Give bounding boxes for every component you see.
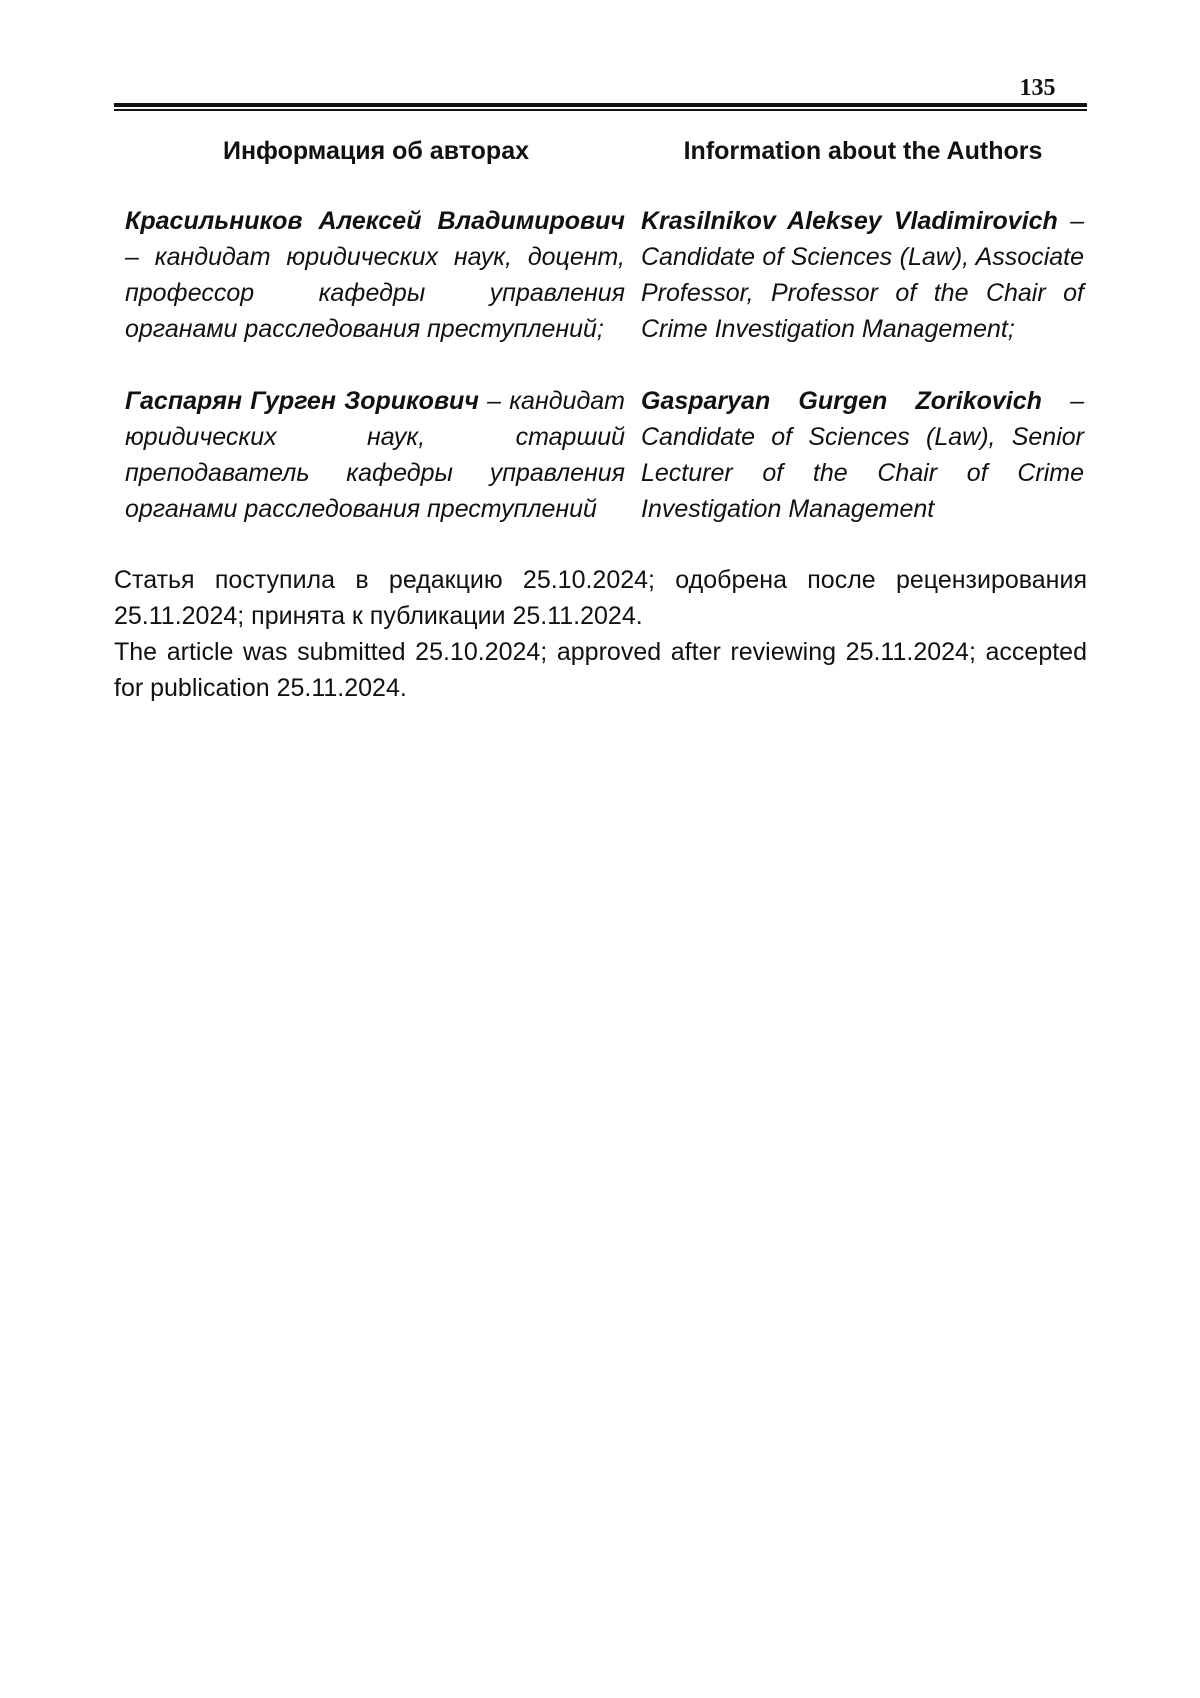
submission-note-en: The article was submitted 25.10.2024; approved after reviewing 25.11.2024; accepted for publication 25.11.2024. bbox=[114, 638, 1087, 702]
author-1-ru-dash: – bbox=[125, 243, 139, 271]
page-number: 135 bbox=[1019, 75, 1056, 101]
author-2-en-dash: – bbox=[1041, 387, 1084, 415]
author-2-en-description: Candidate of Sciences (Law), Senior Lecturer of the Chair of Crime Investigation Management bbox=[641, 423, 1084, 523]
author-1-en-dash: – bbox=[1057, 207, 1084, 235]
authors-heading-en: Information about the Authors bbox=[683, 137, 1043, 165]
author-2-en bbox=[641, 383, 1084, 527]
author-1-ru-name: Красильников Алексей Владимирович bbox=[125, 207, 625, 235]
author-2-ru-description: кандидат юридических наук, старший преподаватель кафедры управления органами расследования преступлений bbox=[125, 387, 625, 523]
header-rule-thick bbox=[114, 103, 1087, 107]
author-2-en-name: Gasparyan Gurgen Zorikovich bbox=[641, 387, 1042, 415]
submission-note-ru: Статья поступила в редакцию 25.10.2024; одобрена после рецензирования 25.11.2024; принята к публикации 25.11.2024. bbox=[114, 566, 1087, 630]
author-1-ru-description: кандидат юридических наук, доцент, профессор кафедры управления органами расследования преступлений; bbox=[125, 243, 626, 343]
author-1-en-name: Krasilnikov Aleksey Vladimirovich bbox=[641, 207, 1058, 235]
author-1-en-description: Candidate of Sciences (Law), Associate Professor, Professor of the Chair of Crime Investigation Management; bbox=[641, 243, 1084, 343]
author-2-ru bbox=[125, 383, 625, 527]
author-1-ru bbox=[125, 203, 625, 347]
author-1-en bbox=[641, 203, 1084, 347]
author-2-ru-name: Гаспарян Гурген Зорикович bbox=[125, 387, 479, 415]
authors-heading-ru: Информация об авторах bbox=[222, 137, 530, 165]
author-2-ru-dash: – bbox=[478, 387, 502, 415]
header-rule-thin bbox=[114, 109, 1087, 111]
